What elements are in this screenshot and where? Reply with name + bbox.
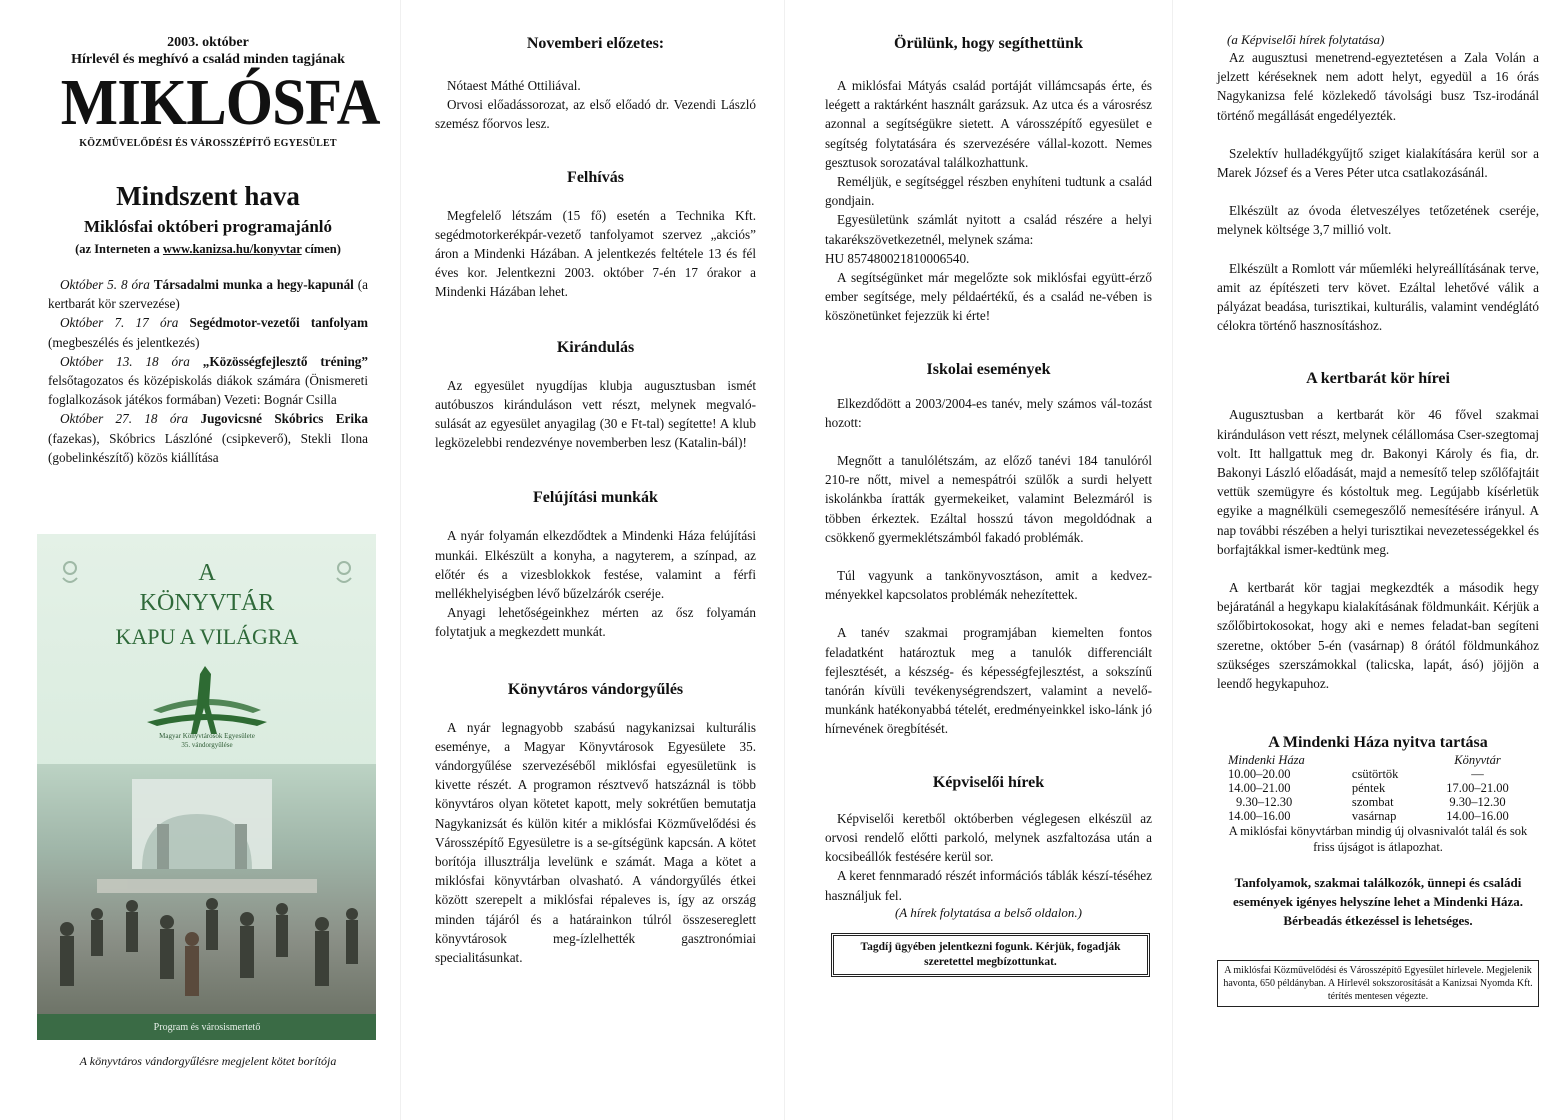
web-prefix: (az Interneten a <box>75 242 163 256</box>
issue-date: 2003. október <box>167 35 249 50</box>
program-list <box>48 275 368 467</box>
cell-day: szombat <box>1351 795 1394 810</box>
web-link[interactable]: www.kanizsa.hu/konyvtar <box>162 242 302 256</box>
october-heading: Mindszent hava <box>116 181 300 211</box>
masthead-title: MIKLÓSFA <box>60 66 380 139</box>
column-4 <box>1172 0 1563 1120</box>
paragraph: Képviselői keretből októberben véglegesen elkészül az orvosi rendelő előtti parkoló, melynek aszfaltozása után a kocsibeállók festésére kerül sor. <box>825 810 1152 865</box>
imprint-box: A miklósfai Közművelődési és Városszépítő Egyesület hírlevele. Megjelenik havonta, 650 példányban. A Hírlevél sokszorosítását a Kanizsai Nyomda Kft. térítés mentesen végezte. <box>1217 960 1539 1007</box>
association-name: KÖZMŰVELŐDÉSI ÉS VÁROSSZÉPÍTŐ EGYESÜLET <box>79 138 337 149</box>
promo-text: Tanfolyamok, szakmai találkozók, ünnepi és családi események igényes helyszíne lehet a Mindenki Háza. <box>1233 875 1523 910</box>
paragraph: A nyár legnagyobb szabású nagykanizsai kulturális eseménye, a Magyar Könyvtárosok Egyesülete 35. vándorgyűlése szervezéséből miklósfai egyesületünk is kivette részét. A programon résztvevő hatszáznál is több könyvtáros olyan kötetet kapott, mely sokrétűen bemutatja Nagykanizsát és külön kitér a miklósfai Közművelődési és Városszépítő Egyesületre is a se-gítségünk kapcsán. A kötet borítója illusztrálja levelünk e számát. Maga a kötet a miklósfai könyvtárban olvasható. A vándorgyűlés étkei között szerepelt a miklósfai répaleves is, így az ország minden tájáról és a határainkon túlról összesereglett könyvtárosok meg-ízlelhették gasztronómiai specialitásunkat. <box>435 719 756 966</box>
program-detail: felsőtagozatos és középiskolás diákok számára (Önismereti foglalkozások játékos formában) Vezeti: Bognár Csilla <box>48 373 368 408</box>
table-header-row <box>1228 753 1528 767</box>
table-row <box>1228 781 1528 795</box>
rental-text: Bérbeadás étkezéssel is lehetséges. <box>1283 913 1473 929</box>
november-preview-heading: Novemberi előzetes: <box>526 35 665 52</box>
library-note: A miklósfai könyvtárban mindig új olvasnivalót talál és sok friss újságot is átlapozhat. <box>1228 824 1528 855</box>
felhivas-heading: Felhívás <box>567 168 624 186</box>
paragraph: Anyagi lehetőségeinkhez mérten az ősz folyamán folytatjuk a megkezdett munkát. <box>435 605 756 640</box>
cover-line1: A <box>198 560 216 586</box>
cell-library-hours: — <box>1471 767 1484 782</box>
vandorgyules-heading: Könyvtáros vándorgyűlés <box>507 680 684 698</box>
table-row <box>1228 767 1528 781</box>
program-date: Október 27. 18 óra <box>60 411 189 427</box>
iskolai-heading: Iskolai események <box>926 360 1051 378</box>
paragraph: A kertbarát kör tagjai megkezdték a második hegy bejáratánál a hegykapu kialakításának földmunkáit. Kérjük a szőlőbirtokosokat, hogy aki e nemes feladat-ban segíteni szeretne, október 5-én (vasárnap) 8 órától földmunkához szükséges szerszámokkal (talicska, lapát, ásó) jöjjön a leendő hegykapuhoz. <box>1217 580 1539 692</box>
paragraph: A keret fennmaradó részét információs táblák készí-téséhez használjuk fel. <box>825 868 1152 903</box>
program-title: Jugovicsné Skóbrics Erika <box>200 411 369 427</box>
paragraph: Orvosi előadássorozat, az első előadó dr. Vezendi László szemész főorvos lesz. <box>435 97 756 132</box>
program-date: Október 5. 8 óra <box>60 277 150 292</box>
program-date: Október 7. 17 óra <box>60 315 179 331</box>
program-item <box>48 313 368 351</box>
paragraph: Az egyesület nyugdíjas klubja augusztusban ismét autóbuszos kiránduláson vett részt, melynek megvaló-sulását az egyesület anyagilag (30 e Ft-tal) segítette! A klub legközelebbi rendezvénye novemberben lesz (Katalin-bál)! <box>435 377 756 451</box>
paragraph: A nyár folyamán elkezdődtek a Mindenki Háza felújítási munkái. Elkészült a konyha, a nagyterem, a színpad, az előtér és a vizesblokkok festése, valamint a férfi mellékhelyiségben lévő bűzelzárók cseréje. <box>435 528 756 602</box>
program-detail: (megbeszélés és jelentkezés) <box>48 334 200 350</box>
column-header: Könyvtár <box>1454 753 1501 768</box>
program-item <box>48 352 368 410</box>
kirandulas-heading: Kirándulás <box>556 338 635 356</box>
cell-house-hours: 10.00–20.00 <box>1228 767 1291 782</box>
column-3 <box>784 0 1172 1120</box>
paragraph: Megfelelő létszám (15 fő) esetén a Technika Kft. segédmotorkerékpár-vezető tanfolyamot szervez „akciós” áron a Mindenki Házában. A jelentkezés feltétele 13 és fél éves kor. Jelentkezni 2003. október 7-én 17 órakor a Mindenki Házában lehet. <box>435 207 756 300</box>
opening-hours-table <box>1228 753 1528 823</box>
program-item <box>48 409 368 467</box>
account-number: HU 857480021810006540. <box>825 250 970 266</box>
cell-day: péntek <box>1351 781 1386 796</box>
paragraph: A tanév szakmai programjában kiemelten fontos feladatként határoztuk meg a tanulók differenciált fejlesztését, a készség- és képességfejlesztést, a sokszínű tanórán kívüli tevékenységrendszert, valamint a nevelő-munkánk hatékonyabbá tételét, eredményeinkkel isko-lánk jó hírnevének öregbítését. <box>825 625 1152 737</box>
paragraph: Túl vagyunk a tankönyvosztáson, amit a kedvez-ményekkel kapcsolatos problémák nehezítettek. <box>825 568 1152 603</box>
continuation-note: (A hírek folytatása a belső oldalon.) <box>894 904 1083 920</box>
cell-day: csütörtök <box>1351 767 1399 782</box>
cell-house-hours: 14.00–16.00 <box>1228 809 1291 824</box>
felujitasi-heading: Felújítási munkák <box>533 489 658 507</box>
cell-library-hours: 14.00–16.00 <box>1446 809 1509 824</box>
cover-publisher: Magyar Könyvtárosok Egyesülete <box>159 732 255 740</box>
paragraph: A miklósfai Mátyás család portáját villámcsapás érte, és leégett a raktárként használt garázsuk. Az utca és a városrész azonnal a segítségükre sietett. A városszépítő egyesület e segítség folytatására és szervezésére vállal-kozott. Nemes gesztusok sorozatával találkozhattunk. <box>825 78 1152 170</box>
paragraph: Nótaest Máthé Ottiliával. <box>447 78 581 93</box>
program-item <box>48 275 368 313</box>
paragraph: Szelektív hulladékgyűjtő sziget kialakítására kerül sor a Marek József és a Veres Péter utca csatlakozásánál. <box>1217 145 1539 181</box>
paragraph: Egyesületünk számlát nyitott a család részére a helyi takarékszövetkezetnél, melynek száma: <box>825 212 1152 247</box>
program-date: Október 13. 18 óra <box>60 353 190 369</box>
kertbarat-heading: A kertbarát kör hírei <box>1306 370 1450 388</box>
column-header: Mindenki Háza <box>1228 753 1305 768</box>
cell-library-hours: 9.30–12.30 <box>1449 795 1506 810</box>
continuation-label: (a Képviselői hírek folytatása) <box>1227 32 1385 47</box>
paragraph: Az augusztusi menetrend-egyeztetésen a Zala Volán a jelzett kéréseknek nem adott helyt, egyedül a 16 órás Nagykanizsa felé közlekedő távolsági busz Tsz-irodánál történő megállását engedélyezték. <box>1217 50 1539 123</box>
october-subheading: Miklósfai októberi programajánló <box>83 217 333 236</box>
paragraph: Reméljük, e segítséggel részben enyhíteni tudtunk a család gondjain. <box>825 174 1152 209</box>
paragraph: Megnőtt a tanulólétszám, az előző tanévi 184 tanulóról 210-re nőtt, mivel a nemespátrói szülők a surdi helyett iskolánkba íratták gyermekeiket, valamint Belezmáról is többen érkeztek. Ezáltal hosszú távon megoldódnak a csökkenő gyermeklétszámból fakadó problémák. <box>825 453 1152 545</box>
cover-footer: Program és városismertető <box>153 1022 261 1033</box>
cell-house-hours: 14.00–21.00 <box>1228 781 1291 796</box>
cell-library-hours: 17.00–21.00 <box>1446 781 1509 796</box>
table-row <box>1228 795 1528 809</box>
book-cover-image <box>37 534 376 1040</box>
membership-fee-notice: Tagdíj ügyében jelentkezni fogunk. Kérjük, fogadják szeretettel megbízottunkat. <box>831 933 1150 977</box>
paragraph: Elkezdődött a 2003/2004-es tanév, mely számos vál-tozást hozott: <box>825 395 1152 430</box>
column-2 <box>400 0 784 1120</box>
program-detail: (a kertbarát kör szervezése) <box>48 277 368 312</box>
cell-day: vasárnap <box>1351 809 1397 824</box>
web-note <box>48 242 368 257</box>
table-row <box>1228 809 1528 823</box>
cover-line2: KÖNYVTÁR <box>139 590 275 616</box>
orulunk-heading: Örülünk, hogy segíthettünk <box>894 35 1083 52</box>
cover-caption: A könyvtáros vándorgyűlésre megjelent kötet borítója <box>79 1054 337 1068</box>
kepviseloi-heading: Képviselői hírek <box>932 773 1045 791</box>
paragraph: A segítségünket már megelőzte sok miklósfai együtt-érző ember segítsége, mely példaértékű, és a család ne-vében is köszönetünket fejezzük ki érte! <box>825 270 1152 324</box>
paragraph: Elkészült az óvoda életveszélyes tetőzetének cseréje, melynek költsége 3,7 millió volt. <box>1217 203 1539 238</box>
cover-event: 35. vándorgyűlése <box>181 741 233 749</box>
program-title: Társadalmi munka a hegy-kapunál <box>153 277 354 292</box>
program-title: Segédmotor-vezetői tanfolyam <box>189 315 368 331</box>
paragraph: Augusztusban a kertbarát kör 46 fővel szakmai kiránduláson vett részt, melynek célállomása Cser-szegtomaj volt. Itt hallgattuk meg dr. Bakonyi Károly és fia, dr. Bakonyi László előadását, majd a nemesítő telep szőlőfajtáit vettük szemügyre és kóstoltuk meg. Legújabb kísérletük egyike a magnélküli csemegeszőlő nemesítésére irányul. A nap további részében a helyi turisztikai nevezetességekkel és borfajtákkal ismer-kedtünk meg. <box>1217 407 1539 557</box>
web-suffix: címen) <box>301 242 341 256</box>
program-title: „Közösségfejlesztő tréning” <box>202 353 368 369</box>
cover-illustration <box>37 534 376 1040</box>
cell-house-hours: 9.30–12.30 <box>1236 795 1293 810</box>
program-detail: (fazekas), Skóbrics Lászlóné (csipkeverő), Stekli Ilona (gobelinkészítő) közös kiállítása <box>48 430 368 465</box>
paragraph: Elkészült a Romlott vár műemléki helyreállításának terve, amit az építészeti terv követ. Ezáltal lehetővé válik a pályázat beadása, turisztikai, kulturális, valamint vendéglátó célokra történő hasznosításhoz. <box>1217 260 1539 334</box>
opening-hours-heading: A Mindenki Háza nyitva tartása <box>1268 734 1488 752</box>
tagline: Hírlevél és meghívó a család minden tagjának <box>71 52 345 67</box>
cover-line3: KAPU A VILÁGRA <box>115 624 299 649</box>
